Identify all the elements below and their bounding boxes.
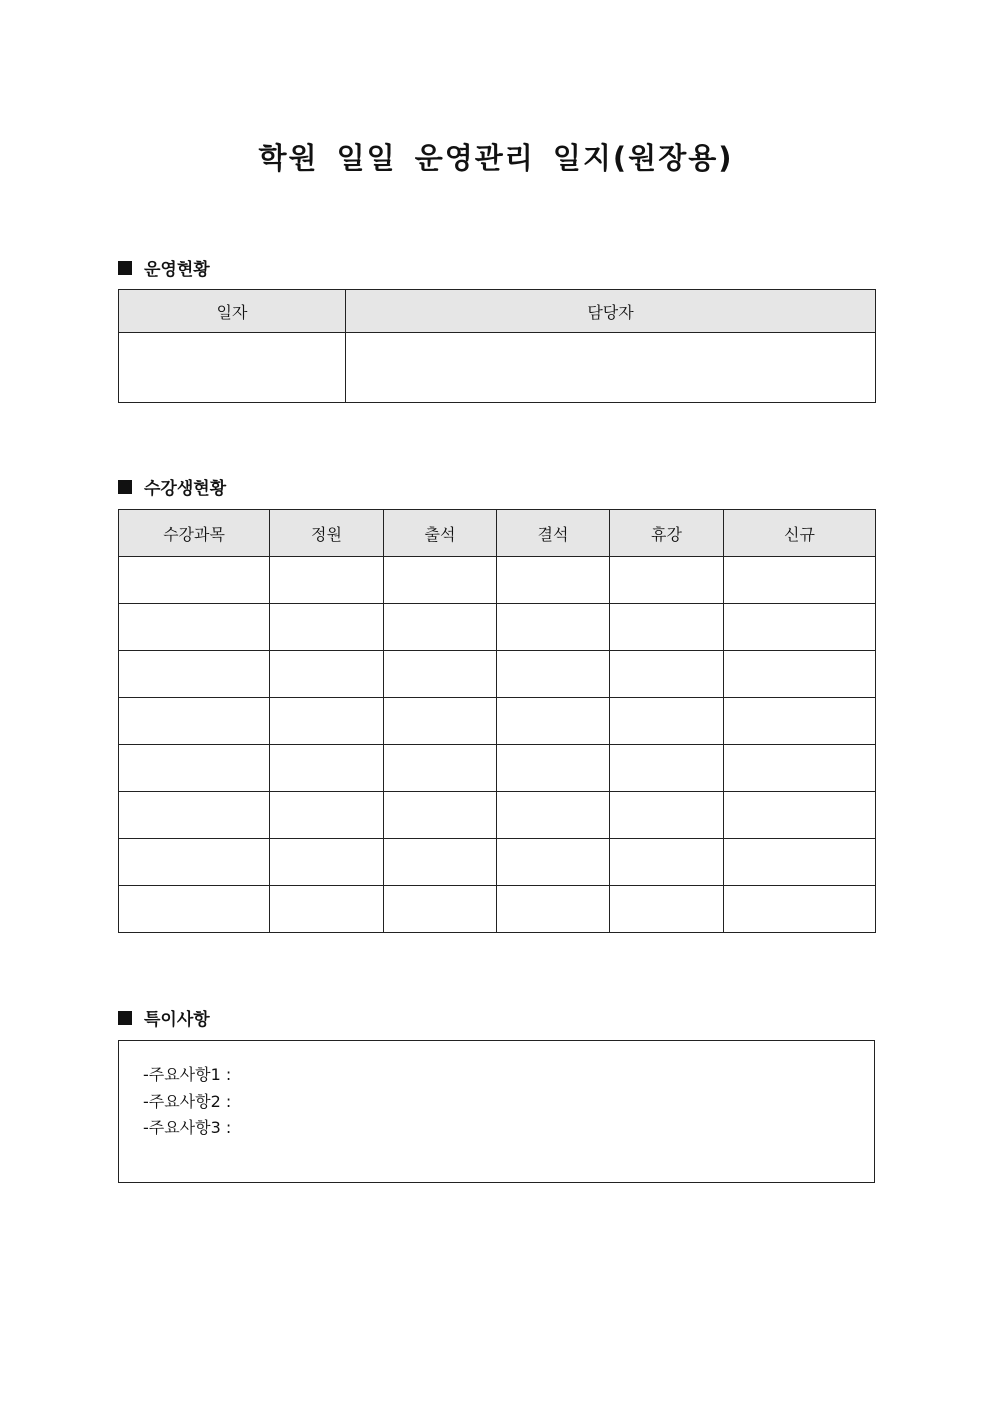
students-cell[interactable] bbox=[384, 557, 497, 604]
students-cell[interactable] bbox=[119, 557, 270, 604]
students-cell[interactable] bbox=[384, 604, 497, 651]
students-cell[interactable] bbox=[119, 886, 270, 933]
operations-input-row bbox=[119, 333, 876, 403]
students-cell[interactable] bbox=[497, 886, 610, 933]
students-cell[interactable] bbox=[270, 557, 384, 604]
students-cell[interactable] bbox=[384, 745, 497, 792]
students-cell[interactable] bbox=[270, 839, 384, 886]
students-cell[interactable] bbox=[724, 698, 876, 745]
students-body bbox=[119, 557, 876, 933]
students-cell[interactable] bbox=[384, 839, 497, 886]
students-cell[interactable] bbox=[610, 886, 724, 933]
students-cell[interactable] bbox=[270, 745, 384, 792]
students-cell[interactable] bbox=[384, 886, 497, 933]
header-cancelled: 휴강 bbox=[610, 510, 724, 557]
notes-list bbox=[119, 1041, 874, 1142]
students-cell[interactable] bbox=[610, 557, 724, 604]
students-cell[interactable] bbox=[724, 839, 876, 886]
header-course: 수강과목 bbox=[119, 510, 270, 557]
students-cell[interactable] bbox=[610, 745, 724, 792]
section-operations-label: 운영현황 bbox=[144, 260, 210, 280]
students-cell[interactable] bbox=[724, 745, 876, 792]
students-cell[interactable] bbox=[610, 698, 724, 745]
square-bullet-icon bbox=[118, 1011, 132, 1025]
students-cell[interactable] bbox=[610, 604, 724, 651]
header-manager: 담당자 bbox=[346, 290, 876, 333]
operations-table bbox=[118, 289, 876, 403]
students-cell[interactable] bbox=[270, 886, 384, 933]
students-cell[interactable] bbox=[610, 651, 724, 698]
students-header-row bbox=[119, 510, 876, 557]
date-cell[interactable] bbox=[119, 333, 346, 403]
note-item-1: -주요사항1 : bbox=[143, 1065, 232, 1084]
section-students-heading bbox=[118, 474, 226, 499]
document-title: 학원 일일 운영관리 일지(원장용) bbox=[258, 141, 734, 175]
section-students-label: 수강생현황 bbox=[144, 479, 227, 499]
students-cell[interactable] bbox=[119, 839, 270, 886]
students-cell[interactable] bbox=[497, 604, 610, 651]
students-row bbox=[119, 886, 876, 933]
students-cell[interactable] bbox=[119, 698, 270, 745]
students-cell[interactable] bbox=[497, 698, 610, 745]
students-cell[interactable] bbox=[497, 792, 610, 839]
students-row bbox=[119, 745, 876, 792]
students-row bbox=[119, 651, 876, 698]
students-cell[interactable] bbox=[724, 604, 876, 651]
students-row bbox=[119, 698, 876, 745]
students-cell[interactable] bbox=[270, 792, 384, 839]
operations-header-row bbox=[119, 290, 876, 333]
students-table bbox=[118, 509, 876, 933]
students-cell[interactable] bbox=[610, 839, 724, 886]
students-cell[interactable] bbox=[497, 557, 610, 604]
students-cell[interactable] bbox=[119, 604, 270, 651]
students-cell[interactable] bbox=[270, 604, 384, 651]
header-capacity: 정원 bbox=[270, 510, 384, 557]
students-cell[interactable] bbox=[724, 651, 876, 698]
header-absence: 결석 bbox=[497, 510, 610, 557]
students-row bbox=[119, 604, 876, 651]
students-cell[interactable] bbox=[497, 839, 610, 886]
students-row bbox=[119, 792, 876, 839]
note-item-3: -주요사항3 : bbox=[143, 1118, 232, 1137]
square-bullet-icon bbox=[118, 480, 132, 494]
header-date: 일자 bbox=[119, 290, 346, 333]
students-cell[interactable] bbox=[724, 886, 876, 933]
students-cell[interactable] bbox=[119, 651, 270, 698]
students-cell[interactable] bbox=[270, 698, 384, 745]
students-cell[interactable] bbox=[119, 792, 270, 839]
note-item-2: -주요사항2 : bbox=[143, 1091, 232, 1111]
students-cell[interactable] bbox=[724, 792, 876, 839]
section-notes-label: 특이사항 bbox=[144, 1010, 210, 1030]
students-cell[interactable] bbox=[724, 557, 876, 604]
square-bullet-icon bbox=[118, 261, 132, 275]
students-cell[interactable] bbox=[384, 651, 497, 698]
students-cell[interactable] bbox=[497, 651, 610, 698]
students-cell[interactable] bbox=[384, 792, 497, 839]
students-cell[interactable] bbox=[270, 651, 384, 698]
students-row bbox=[119, 557, 876, 604]
manager-cell[interactable] bbox=[346, 333, 876, 403]
section-notes-heading bbox=[118, 1005, 210, 1030]
section-operations-heading bbox=[118, 255, 210, 280]
header-new: 신규 bbox=[724, 510, 876, 557]
notes-box[interactable] bbox=[118, 1040, 875, 1183]
students-cell[interactable] bbox=[384, 698, 497, 745]
students-cell[interactable] bbox=[119, 745, 270, 792]
students-row bbox=[119, 839, 876, 886]
students-cell[interactable] bbox=[610, 792, 724, 839]
students-cell[interactable] bbox=[497, 745, 610, 792]
header-attendance: 출석 bbox=[384, 510, 497, 557]
